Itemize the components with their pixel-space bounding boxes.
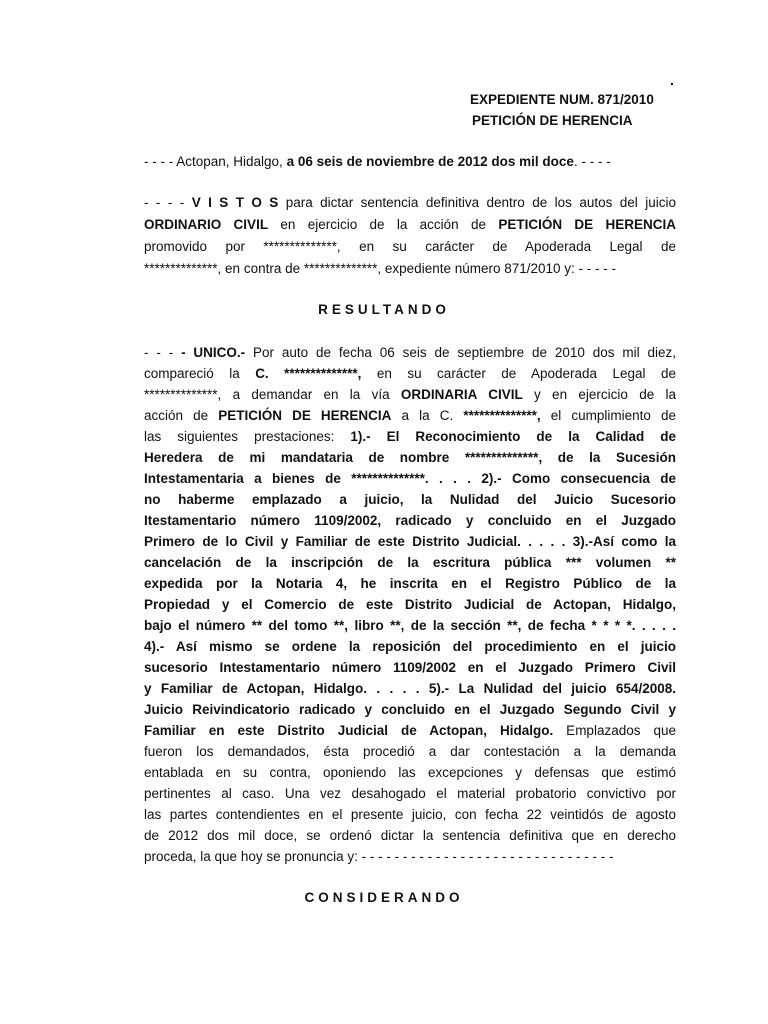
considerando-heading: CONSIDERANDO [304,890,464,905]
unico-label: - UNICO.- [181,345,246,360]
res-l4-a: acción de [144,408,219,423]
res-l3-a: **************, a demandar en la vía [144,387,401,402]
resultando-line-3 [144,384,676,405]
res-l4-c: a la C. [391,408,464,423]
vistos-l1-rest: para dictar sentencia definitiva dentro de los autos del juicio [278,195,676,210]
vistos-line-4: **************, en contra de **************, expediente número 871/2010 y: - - - - - [144,261,617,276]
resultando-line-18: Juicio Reivindicatorio radicado y concluido en el Juzgado Segundo Civil y [144,702,676,717]
resultando-line-22: pertinentes al caso. Una vez desahogado el material probatorio convictivo por [144,786,676,801]
resultando-line-6: Heredera de mi mandataria de nombre **************, de la Sucesión [144,450,676,465]
resultando-line-9: Itestamentario número 1109/2002, radicado y concluido en el Juzgado [144,513,676,528]
resultando-line-24: de 2012 dos mil doce, se ordenó dictar la sentencia definitiva que en derecho [144,828,676,843]
resultando-line-14: bajo el número ** del tomo **, libro **, de la sección **, de fecha * * * *. . . . . [144,618,676,633]
peticion-herencia: PETICIÓN DE HERENCIA [498,217,676,232]
resultando-line-10: Primero de lo Civil y Familiar de este Distrito Judicial. . . . . 3).-Así como la [144,534,676,549]
vistos-line-2 [144,214,676,235]
vistos-line-1 [144,192,676,213]
res-l1-rest: Por auto de fecha 06 seis de septiembre de 2010 dos mil diez, [245,345,677,360]
res-l4-e: el cumplimiento de [540,408,676,423]
res-l5-b: 1).- El Reconocimiento de la Calidad de [350,429,676,444]
resultando-line-5 [144,426,676,447]
resultando-line-13: Propiedad y el Comercio de este Distrito Judicial de Actopan, Hidalgo, [144,597,676,612]
resultando-line-1 [144,342,676,363]
vistos-l2-mid: en ejercicio de la acción de [268,217,499,232]
place-date-prefix: - - - - Actopan, Hidalgo, [144,154,287,169]
resultando-line-19 [144,720,676,741]
resultando-line-16: sucesorio Intestamentario número 1109/2002 en el Juzgado Primero Civil [144,660,676,675]
resultando-line-12: expedida por la Notaria 4, he inscrita en el Registro Público de la [144,576,676,591]
place-date-date: a 06 seis de noviembre de 2012 dos mil doce [286,154,574,169]
res-l19-b: Emplazados que [553,723,676,738]
resultando-line-15: 4).- Así mismo se ordene la reposición del procedimiento en el juicio [144,639,676,654]
resultando-line-23: las partes contendientes en el presente juicio, con fecha 22 veintidós de agosto [144,807,676,822]
peticion-title: PETICIÓN DE HERENCIA [472,113,633,128]
resultando-line-21: entablada en su contra, oponiendo las excepciones y defensas que estimó [144,765,676,780]
header-dot: . [670,72,674,88]
res-l3-c: y en ejercicio de la [522,387,677,402]
place-date-suffix: . - - - - [573,154,611,169]
ordinario-civil: ORDINARIO CIVIL [144,217,269,232]
vistos-dashes: - - - - [144,195,192,210]
resultando-line-25: proceda, la que hoy se pronuncia y: - - - - - - - - - - - - - - - - - - - - - - - - - - - - - - - [144,849,614,864]
resultando-line-2 [144,363,676,384]
resultando-line-7: Intestamentaria a bienes de **************. . . . 2).- Como consecuencia de [144,471,676,486]
resultando-line-4 [144,405,676,426]
expediente-number: EXPEDIENTE NUM. 871/2010 [470,92,654,107]
res-l5-a: las siguientes prestaciones: [144,429,351,444]
place-date-line [144,151,676,172]
res-l3-b: ORDINARIA CIVIL [400,387,523,402]
res-l2-b: C. **************, [255,366,362,381]
res-l2-c: en su carácter de Apoderada Legal de [361,366,676,381]
vistos-line-3: promovido por **************, en su carácter de Apoderada Legal de [144,239,676,254]
res-l4-b: PETICIÓN DE HERENCIA [218,408,392,423]
vistos-word: V I S T O S [191,195,279,210]
resultando-heading: RESULTANDO [318,302,450,317]
res-l2-a: compareció la [144,366,256,381]
res-l4-d: **************, [463,408,541,423]
resultando-line-17: y Familiar de Actopan, Hidalgo. . . . . 5).- La Nulidad del juicio 654/2008. [144,681,676,696]
resultando-line-8: no haberme emplazado a juicio, la Nulidad del Juicio Sucesorio [144,492,676,507]
resultando-line-11: cancelación de la inscripción de la escritura pública *** volumen ** [144,555,676,570]
resultando-line-20: fueron los demandados, ésta procedió a dar contestación a la demanda [144,744,676,759]
res-dashes: - - - [144,345,182,360]
res-l19-a: Familiar en este Distrito Judicial de Actopan, Hidalgo. [144,723,554,738]
